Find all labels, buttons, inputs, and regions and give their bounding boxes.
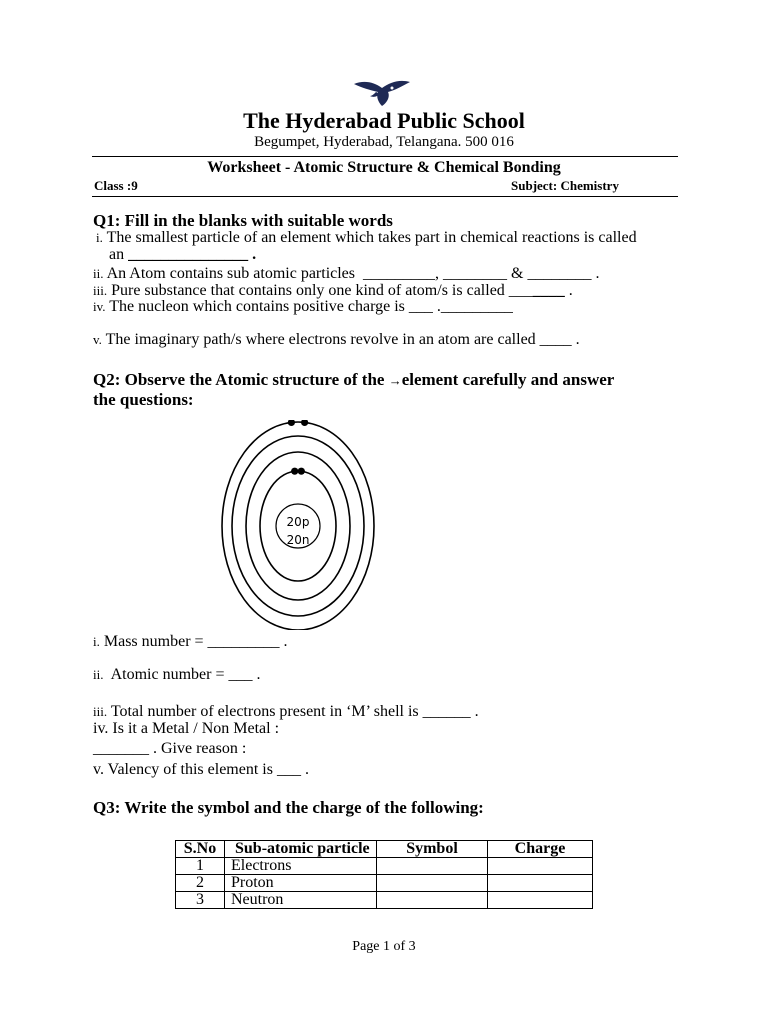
electron xyxy=(291,468,298,475)
q1-item-4: iv. The nucleon which contains positive charge is ___ ._________ xyxy=(93,298,513,315)
q1-item-1: i. The smallest particle of an element which takes part in chemical reactions is called xyxy=(96,229,637,246)
atom-diagram xyxy=(212,420,382,630)
nucleus-protons: 20p xyxy=(286,515,310,529)
q1-item-5: v. The imaginary path/s where electrons revolve in an atom are called ____ . xyxy=(93,331,580,348)
cell-charge xyxy=(488,892,593,909)
cell-sno: 1 xyxy=(176,858,225,875)
q1-item-3: iii. Pure substance that contains only one kind of atom/s is called _______ . xyxy=(93,282,573,299)
col-charge: Charge xyxy=(488,841,593,858)
page-number: Page 1 of 3 xyxy=(352,939,416,954)
cell-particle: Neutron xyxy=(225,892,377,909)
cell-symbol xyxy=(377,875,488,892)
q2-title-line1: Q2: Observe the Atomic structure of the →element carefully and answer xyxy=(93,370,615,389)
q2-title-line2: the questions: xyxy=(93,390,194,409)
header-rule-bottom xyxy=(92,196,678,197)
cell-particle: Proton xyxy=(225,875,377,892)
col-symbol: Symbol xyxy=(377,841,488,858)
cell-sno: 2 xyxy=(176,875,225,892)
q1-item-1-blank: _______________ . xyxy=(128,246,257,263)
cell-sno: 3 xyxy=(176,892,225,909)
q2-item-1: i. Mass number = _________ . xyxy=(93,633,288,650)
electrons xyxy=(288,420,308,475)
arrow-icon: → xyxy=(388,373,402,388)
cell-charge xyxy=(488,858,593,875)
q3-title: Q3: Write the symbol and the charge of the following: xyxy=(93,798,484,817)
subject-label: Subject: Chemistry xyxy=(511,178,619,193)
col-sno: S.No xyxy=(176,841,225,858)
col-particle: Sub-atomic particle xyxy=(225,841,377,858)
electron xyxy=(298,468,305,475)
table-row xyxy=(176,875,593,892)
school-name: The Hyderabad Public School xyxy=(243,108,525,133)
header-rule-top xyxy=(92,156,678,157)
q1-item-1-cont: an _______________ . xyxy=(109,246,257,263)
q2-item-4: iv. Is it a Metal / Non Metal : xyxy=(93,720,280,737)
school-logo-eagle-icon xyxy=(352,78,412,110)
q2-item-2: ii. Atomic number = ___ . xyxy=(93,666,261,683)
q2-item-4-cont: _______ . Give reason : xyxy=(93,740,247,757)
q1-title: Q1: Fill in the blanks with suitable words xyxy=(93,211,393,230)
q1-item-2: ii. An Atom contains sub atomic particles _________, ________ & ________ . xyxy=(93,265,600,282)
subatomic-table xyxy=(175,840,593,909)
electron xyxy=(301,420,308,426)
class-label: Class :9 xyxy=(94,178,138,193)
cell-symbol xyxy=(377,858,488,875)
cell-symbol xyxy=(377,892,488,909)
q2-item-5: v. Valency of this element is ___ . xyxy=(93,761,309,778)
electron xyxy=(288,420,295,426)
nucleus-neutrons: 20n xyxy=(286,533,310,547)
table-header-row xyxy=(176,841,593,858)
q2-item-3: iii. Total number of electrons present in ‘M’ shell is ______ . xyxy=(93,703,479,720)
school-address: Begumpet, Hyderabad, Telangana. 500 016 xyxy=(254,134,514,150)
cell-charge xyxy=(488,875,593,892)
cell-particle: Electrons xyxy=(225,858,377,875)
worksheet-title: Worksheet - Atomic Structure & Chemical Bonding xyxy=(207,159,561,176)
table-row xyxy=(176,892,593,909)
table-row xyxy=(176,858,593,875)
